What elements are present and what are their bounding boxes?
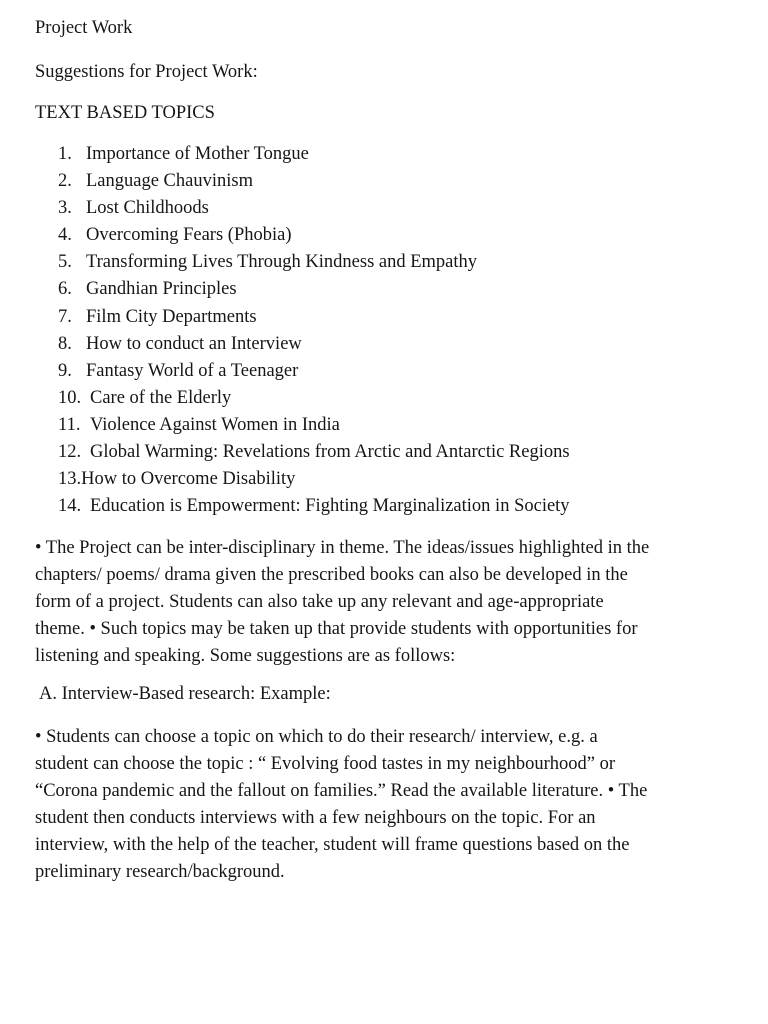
topic-number: 2. (58, 171, 72, 192)
paragraph-line: chapters/ poems/ drama given the prescribed books can also be developed in the (35, 565, 628, 585)
topic-number: 8. (58, 333, 72, 354)
topic-text: Gandhian Principles (86, 279, 237, 300)
topic-text: Global Warming: Revelations from Arctic and Antarctic Regions (90, 442, 570, 463)
topic-number: 7. (58, 306, 72, 327)
topic-text: Fantasy World of a Teenager (86, 360, 299, 381)
topic-text: How to Overcome Disability (81, 469, 296, 490)
paragraph-line: preliminary research/background. (35, 862, 285, 882)
paragraph-line: student can choose the topic : “ Evolving food tastes in my neighbourhood” or (35, 754, 616, 774)
topic-item (58, 168, 570, 195)
topic-item (58, 141, 570, 168)
topic-number: 3. (58, 198, 72, 219)
topic-number: 6. (58, 279, 72, 300)
suggestions-heading: Suggestions for Project Work: (35, 62, 258, 82)
topic-number: 1. (58, 144, 72, 164)
topic-item (58, 412, 570, 439)
topic-text: Transforming Lives Through Kindness and Empathy (86, 252, 478, 273)
paragraph-line: • Students can choose a topic on which to do their research/ interview, e.g. a (35, 727, 598, 747)
topic-number: 14. (58, 496, 82, 517)
topic-number: 12. (58, 442, 82, 463)
project-description-paragraph (35, 535, 725, 670)
topic-number: 5. (58, 252, 72, 273)
document-title: Project Work (35, 18, 133, 38)
paragraph-line: form of a project. Students can also take up any relevant and age-appropriate (35, 592, 604, 612)
topic-item (58, 358, 570, 385)
interview-example-paragraph (35, 724, 725, 886)
paragraph-line: interview, with the help of the teacher, student will frame questions based on the (35, 835, 630, 855)
topic-text: Importance of Mother Tongue (86, 144, 309, 164)
topic-item (58, 439, 570, 466)
topic-item (58, 195, 570, 222)
topic-text: Language Chauvinism (86, 171, 253, 192)
interview-research-heading: A. Interview-Based research: Example: (39, 684, 331, 704)
topic-text: How to conduct an Interview (86, 333, 302, 354)
topic-text: Film City Departments (86, 306, 257, 327)
topic-number: 10. (58, 387, 82, 408)
topic-text: Overcoming Fears (Phobia) (86, 225, 292, 246)
topic-text: Care of the Elderly (90, 387, 232, 408)
topic-text: Education is Empowerment: Fighting Marginalization in Society (90, 496, 570, 517)
paragraph-line: student then conducts interviews with a few neighbours on the topic. For an (35, 808, 596, 828)
topic-item (58, 331, 570, 358)
paragraph-line: “Corona pandemic and the fallout on families.” Read the available literature. • The (35, 781, 648, 801)
topic-number: 4. (58, 225, 72, 246)
topic-item (58, 249, 570, 276)
topic-item (58, 276, 570, 303)
topic-number: 13. (58, 469, 82, 490)
topic-item (58, 493, 570, 520)
topic-item (58, 466, 570, 493)
paragraph-line: theme. • Such topics may be taken up that provide students with opportunities for (35, 619, 638, 639)
section-heading: TEXT BASED TOPICS (35, 103, 215, 123)
topic-list (58, 141, 570, 520)
paragraph-line: listening and speaking. Some suggestions are as follows: (35, 646, 456, 666)
topic-item (58, 222, 570, 249)
topic-text: Lost Childhoods (86, 198, 209, 219)
topic-number: 11. (58, 414, 81, 435)
topic-text: Violence Against Women in India (90, 414, 340, 435)
topic-number: 9. (58, 360, 72, 381)
paragraph-line: • The Project can be inter-disciplinary in theme. The ideas/issues highlighted in the (35, 538, 650, 558)
topic-item (58, 304, 570, 331)
topic-item (58, 385, 570, 412)
